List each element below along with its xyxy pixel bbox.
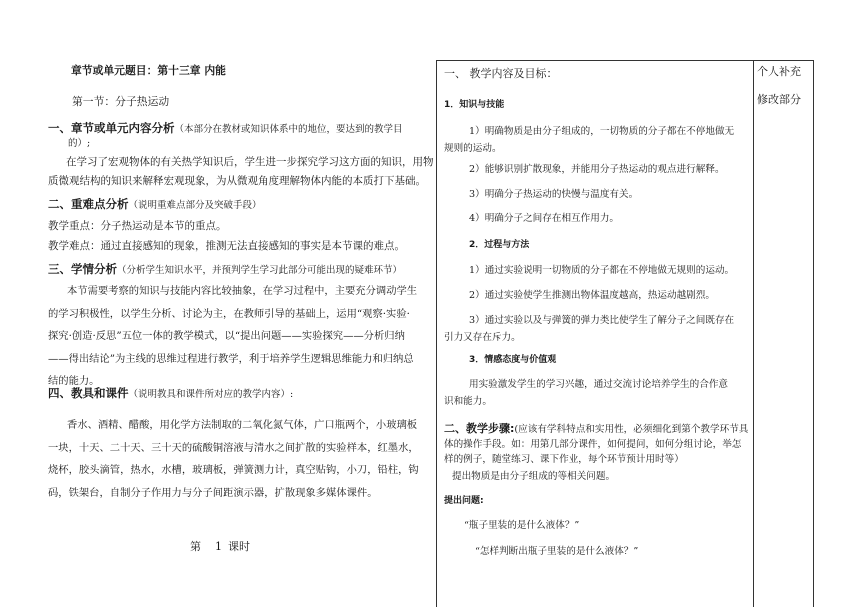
objective-item: 4）明确分子之间存在相互作用力。 <box>469 213 620 224</box>
section-title: 第一节：分子热运动 <box>72 95 170 108</box>
method-item-cont: 引力又存在斥力。 <box>444 332 521 343</box>
learner-analysis-paragraph: 本节需要考察的知识与技能内容比较抽象，在学习过程中，主要充分调动学生的学习积极性，以学生分析、讨论为主，在教师引导的基础上，运用“观察·实验·探究·创造·反思”五位一体的教学模式，以“提出问题——实验探究——分析归纳——得出结论”为主线的思维过程进行教学，利于培养学生逻辑思维能力和归纳总结的能力。 <box>48 285 418 387</box>
method-heading: 2．过程与方法 <box>469 240 530 250</box>
objective-item: 1）明确物质是由分子组成的，一切物质的分子都在不停地做无 <box>469 126 735 137</box>
knowledge-heading: 1．知识与技能 <box>444 100 505 110</box>
table-column-divider <box>753 60 754 607</box>
attitude-item-cont: 识和能力。 <box>444 396 492 407</box>
lesson-number: 1 <box>215 540 222 553</box>
paragraph-line: 在学习了宏观物体的有关热学知识后，学生进一步探究学习这方面的知识，用物 <box>66 156 434 168</box>
steps-heading: 二、教学步骤: <box>444 422 515 435</box>
steps-note: (应该有学科特点和实用性，必须细化到第个教学环节具体的操作手段。如：用第几部分课件，如何提问，如何分组讨论，举怎样的例子，随堂练习、课下作业，每个环节预计用时等） <box>444 424 749 465</box>
heading-key-difficult <box>48 197 262 213</box>
objectives-heading: 一、 教学内容及目标： <box>444 67 558 80</box>
method-item: 2）通过实验使学生推测出物体温度越高，热运动越剧烈。 <box>469 290 715 301</box>
supplement-header-line1: 个人补充 <box>757 65 801 78</box>
paragraph-line: 质微观结构的知识来解释宏观现象，为从微观角度理解物体内能的本质打下基础。 <box>48 175 426 187</box>
attitude-heading: 3．情感态度与价值观 <box>469 355 557 365</box>
teaching-aids-paragraph: 香水、酒精、醋酸，用化学方法制取的二氧化氮气体，广口瓶两个，小玻璃板一块，十天、二十天、三十天的硫酸铜溶液与清水之间扩散的实验样本，红墨水，烧杯，胶头滴管，热水，水槽，玻璃板，弹簧测力计，真空贴钩，小刀，铅柱，钩码，铁架台，自制分子作用力与分子间距演示器，扩散现象多媒体课件。 <box>48 419 419 499</box>
objective-item: 3）明确分子热运动的快慢与温度有关。 <box>469 189 639 200</box>
method-item: 1）通过实验说明一切物质的分子都在不停地做无规则的运动。 <box>469 265 735 276</box>
attitude-item: 用实验激发学生的学习兴趣，通过交流讨论培养学生的合作意 <box>469 379 729 390</box>
difficult-point: 教学难点：通过直接感知的现象，推测无法直接感知的事实是本节课的难点。 <box>48 240 405 252</box>
heading-learner-analysis <box>48 262 402 278</box>
questions-heading: 提出问题: <box>444 496 484 506</box>
table-border-right <box>813 60 814 607</box>
heading-note: （说明教具和课件所对应的教学内容）: <box>128 389 294 400</box>
steps-block <box>444 421 749 467</box>
heading-note-cont: 的）; <box>68 138 91 149</box>
heading-text: 二、重难点分析 <box>48 197 129 211</box>
table-border-top <box>436 60 814 61</box>
question-item: “怎样判断出瓶子里装的是什么液体？” <box>475 546 639 557</box>
key-point: 教学重点：分子热运动是本节的重点。 <box>48 220 227 232</box>
chapter-title: 章节或单元题目：第十三章 内能 <box>71 64 226 77</box>
heading-note: （本部分在教材或知识体系中的地位，要达到的教学目 <box>174 124 403 135</box>
heading-content-analysis <box>48 121 403 137</box>
lesson-suffix: 课时 <box>228 540 250 553</box>
objective-item: 2）能够识别扩散现象，并能用分子热运动的观点进行解释。 <box>469 164 725 175</box>
method-item: 3）通过实验以及与弹簧的弹力类比使学生了解分子之间既存在 <box>469 315 735 326</box>
supplement-header-line2: 修改部分 <box>757 93 801 106</box>
heading-text: 三、学情分析 <box>48 262 117 276</box>
heading-text: 一、章节或单元内容分析 <box>48 121 175 135</box>
table-border-left <box>436 60 437 607</box>
heading-note: （分析学生知识水平，并预判学生学习此部分可能出现的疑难环节） <box>117 265 403 276</box>
lesson-count <box>190 540 250 554</box>
heading-text: 四、教具和课件 <box>48 386 129 400</box>
lesson-prefix: 第 <box>190 540 201 553</box>
heading-note: （说明重难点部分及突破手段） <box>128 200 262 211</box>
question-item: “瓶子里装的是什么液体？” <box>464 520 580 531</box>
steps-line: 提出物质是由分子组成的等相关问题。 <box>452 471 616 482</box>
heading-teaching-aids <box>48 386 293 402</box>
objective-item-cont: 规则的运动。 <box>444 143 502 154</box>
